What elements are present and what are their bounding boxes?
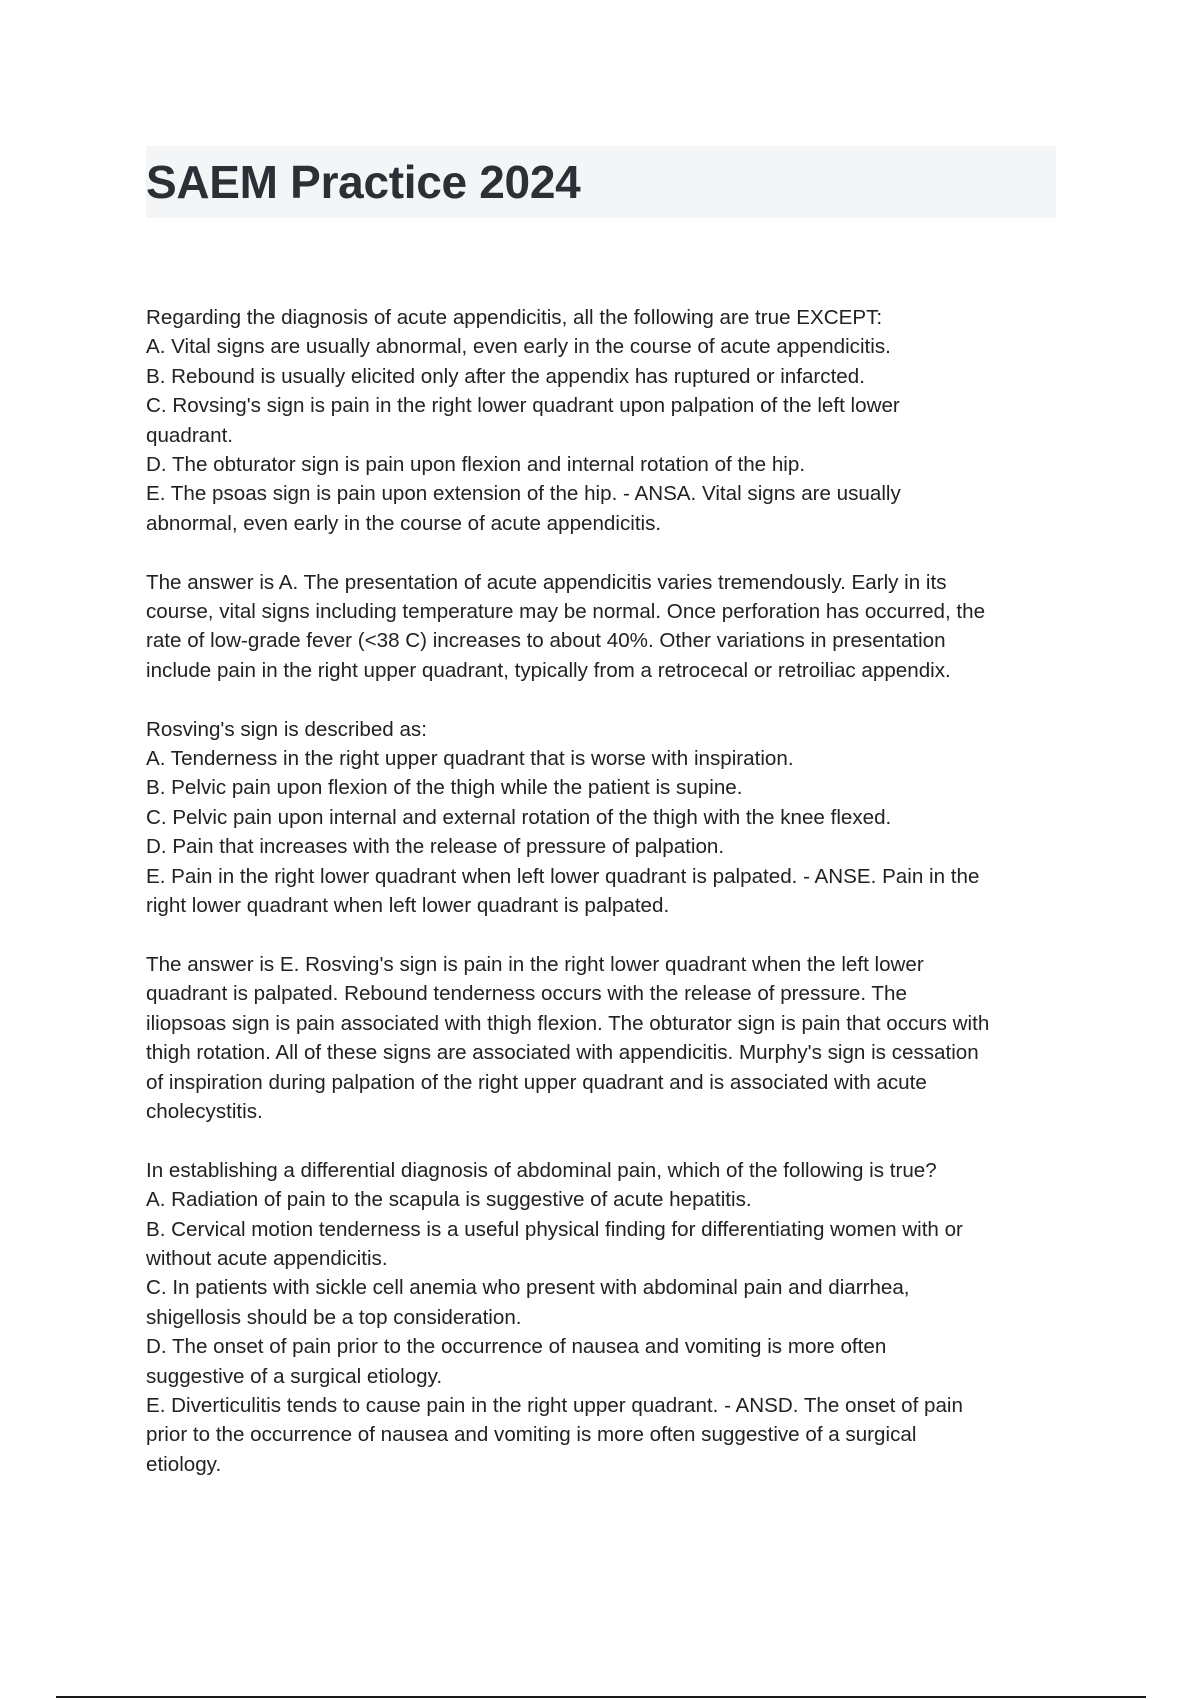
paragraph-spacer	[146, 685, 1066, 714]
question-3-differential-diagnosis: In establishing a differential diagnosis of abdominal pain, which of the following is true? A. Radiation of pain to the scapula is suggestive of acute hepatitis. B. Cervical motion tenderness is a useful physical finding for differentiating women with or without acute appendicitis. C. In patients with sickle cell anemia who present with abdominal pain and diarrhea, shigellosis should be a top consideration. D. The onset of pain prior to the occurrence of nausea and vomiting is more often suggestive of a surgical etiology. E. Diverticulitis tends to cause pain in the right upper quadrant. - ANSD. The onset of pain prior to the occurrence of nausea and vomiting is more often suggestive of a surgical etiology.	[146, 1158, 963, 1476]
answer-explanation-1: The answer is A. The presentation of acute appendicitis varies tremendously. Early in its course, vital signs including temperature may be normal. Once perforation has occurred, the rate of low-grade fever (<38 C) increases to about 40%. Other variations in presentation include pain in the right upper quadrant, typically from a retrocecal or retroiliac appendix.	[146, 570, 986, 682]
question-1-appendicitis-diagnosis: Regarding the diagnosis of acute appendicitis, all the following are true EXCEPT: A. Vital signs are usually abnormal, even early in the course of acute appendicitis. B. Rebound is usually elicited only after the appendix has ruptured or infarcted. C. Rovsing's sign is pain in the right lower quadrant upon palpation of the left lower quadrant. D. The obturator sign is pain upon flexion and internal rotation of the hip. E. The psoas sign is pain upon extension of the hip. - ANSA. Vital signs are usually abnormal, even early in the course of acute appendicitis.	[146, 306, 901, 535]
paragraph-spacer	[146, 1126, 1066, 1155]
page-title: SAEM Practice 2024	[146, 156, 581, 208]
footer-rule	[56, 1696, 1146, 1698]
title-banner	[146, 146, 1056, 218]
paragraph-spacer	[146, 538, 1066, 567]
paragraph-spacer	[146, 921, 1066, 950]
answer-explanation-2: The answer is E. Rosving's sign is pain in the right lower quadrant when the left lower quadrant is palpated. Rebound tenderness occurs with the release of pressure. The iliopsoas sign is pain associated with thigh flexion. The obturator sign is pain that occurs with thigh rotation. All of these signs are associated with appendicitis. Murphy's sign is cessation of inspiration during palpation of the right upper quadrant and is associated with acute cholecystitis.	[146, 952, 990, 1123]
question-2-rovsing-sign: Rosving's sign is described as: A. Tenderness in the right upper quadrant that is worse with inspiration. B. Pelvic pain upon flexion of the thigh while the patient is supine. C. Pelvic pain upon internal and external rotation of the thigh with the knee flexed. D. Pain that increases with the release of pressure of palpation. E. Pain in the right lower quadrant when left lower quadrant is palpated. - ANSE. Pain in the right lower quadrant when left lower quadrant is palpated.	[146, 717, 980, 918]
document-body	[146, 303, 1066, 1479]
